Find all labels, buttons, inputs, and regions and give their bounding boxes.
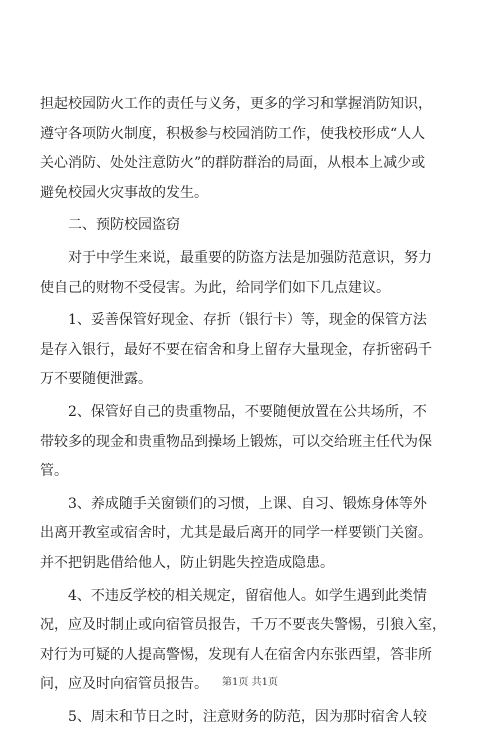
text-line: 并不把钥匙借给他人，防止钥匙失控造成隐患。 <box>40 554 334 571</box>
paragraph <box>40 211 460 241</box>
paragraph <box>40 398 460 487</box>
text-line: 使自己的财物不受侵害。为此，给同学们如下几点建议。 <box>40 279 390 296</box>
text-line: 对行为可疑的人提高警惕，发现有人在宿舍内东张西望，答非所 <box>40 646 432 663</box>
text-line: 二、预防校园盗窃 <box>40 217 180 234</box>
text-line: 1、妥善保管好现金、存折（银行卡）等，现金的保管方法 <box>40 312 427 329</box>
paragraph <box>40 490 460 579</box>
text-line: 4、不违反学校的相关规定，留宿他人。如学生遇到此类情 <box>40 587 427 604</box>
paragraph <box>40 306 460 395</box>
text-line: 带较多的现金和贵重物品到操场上锻炼，可以交给班主任代为保 <box>40 433 432 450</box>
text-line: 3、养成随手关窗锁们的习惯，上课、自习、锻炼身体等外 <box>40 495 427 512</box>
text-line: 5、周末和节日之时，注意财务的防范，因为那时宿舍人较 <box>40 708 427 725</box>
text-line: 2、保管好自己的贵重物品，不要随便放置在公共场所，不 <box>40 403 427 420</box>
text-line: 对于中学生来说，最重要的防盗方法是加强防范意识，努力 <box>40 249 432 266</box>
text-line: 担起校园防火工作的责任与义务，更多的学习和掌握消防知识， <box>40 96 432 112</box>
text-line: 管。 <box>40 463 68 480</box>
text-line: 出离开教室或宿舍时，尤其是最后离开的同学一样要锁门关窗。 <box>40 525 432 542</box>
text-line: 遵守各项防火制度，积极参与校园消防工作，使我校形成“人人 <box>40 125 426 142</box>
paragraph <box>40 703 460 732</box>
text-line: 避免校园火灾事故的发生。 <box>40 184 208 201</box>
text-line: 问，应及时向宿管员报告。 <box>40 676 208 693</box>
text-line: 关心消防、处处注意防火”的群防群治的局面，从根本上减少或 <box>40 155 426 172</box>
text-line: 万不要随便泄露。 <box>40 371 152 388</box>
document-body <box>40 90 460 732</box>
paragraph <box>40 244 460 303</box>
text-line: 况，应及时制止或向宿管员报告，千万不要丧失警惕，引狼入室， <box>40 617 446 634</box>
page-footer: 第1页 共1页 <box>222 677 278 688</box>
paragraph <box>40 90 460 208</box>
text-line: 是存入银行，最好不要在宿舍和身上留存大量现金，存折密码千 <box>40 341 432 358</box>
